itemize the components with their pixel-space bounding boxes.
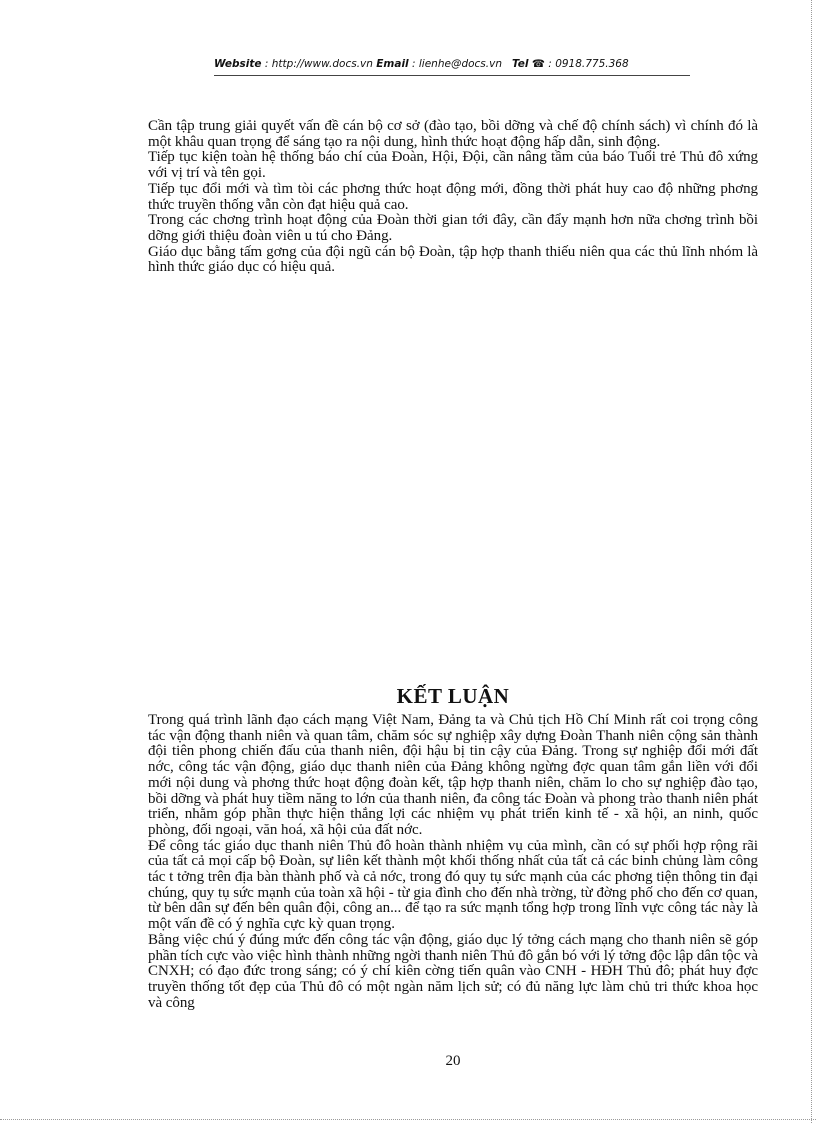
phone-icon: ☎: [531, 58, 545, 70]
paragraph: Tiếp tục kiện toàn hệ thống báo chí của Đoàn, Hội, Đội, cần nâng tầm của báo Tuổi trẻ Thủ đô xứng với vị trí và tên gọi.: [148, 149, 758, 182]
conclusion-text-block: [148, 713, 758, 1011]
email-address[interactable]: lienhe@docs.vn: [418, 58, 502, 70]
paragraph: Tiếp tục đổi mới và tìm tòi các phơng thức hoạt động mới, đồng thời phát huy cao độ những phơng thức truyền thống vẫn còn đạt hiệu quả cao.: [148, 180, 758, 213]
website-separator: :: [261, 58, 272, 70]
website-url[interactable]: http://www.docs.vn: [271, 58, 373, 70]
email-separator: :: [408, 58, 419, 70]
paragraph: Để công tác giáo dục thanh niên Thủ đô hoàn thành nhiệm vụ của mình, cần có sự phối hợp rộng rãi của tất cả mọi cấp bộ Đoàn, sự liên kết thành một khối thống nhất của tất cả các binh chủng làm công tác t tởng trên địa bàn thành phố và cả nớc, trong đó quy tụ sức mạnh của các phơng tiện thông tin đại chúng, quy tụ sức mạnh của toàn xã hội - từ gia đình cho đến nhà trờng, từ đờng phố cho đến cơ quan, từ bên dân sự đến bên quân đội, công an... để tạo ra sức mạnh tổng hợp trong lĩnh vực công tác này là một vấn đề có ý nghĩa cực kỳ quan trọng.: [148, 837, 758, 933]
section-title: KẾT LUẬN: [396, 684, 510, 708]
page-edge-bottom: [0, 1119, 816, 1120]
page-header: [214, 58, 690, 74]
paragraph: Cần tập trung giải quyết vấn đề cán bộ cơ sở (đào tạo, bồi dỡng và chế độ chính sách) vì chính đó là một khâu quan trọng để sáng tạo ra nội dung, hình thức hoạt động hấp dẫn, sinh động.: [148, 118, 758, 150]
intro-text-block: [148, 119, 758, 276]
paragraph: Bằng việc chú ý đúng mức đến công tác vận động, giáo dục lý tởng cách mạng cho thanh niên sẽ góp phần tích cực vào việc hình thành những ngời thanh niên Thủ đô gắn bó với lý tởng độc lập dân tộc và CNXH; có đạo đức trong sáng; có ý chí kiên cờng tiến quân vào CNH - HĐH Thủ đô; phát huy đợc truyền thống tốt đẹp của Thủ đô có một ngàn năm lịch sử; có đủ năng lực làm chủ tri thức khoa học và công: [148, 931, 758, 1011]
tel-separator: :: [544, 58, 556, 70]
tel-number: 0918.775.368: [555, 58, 629, 70]
paragraph: Giáo dục bằng tấm gơng của đội ngũ cán bộ Đoàn, tập hợp thanh thiếu niên qua các thủ lĩnh nhóm là hình thức giáo dục có hiệu quả.: [148, 243, 758, 276]
website-label: Website: [214, 58, 262, 70]
paragraph: Trong quá trình lãnh đạo cách mạng Việt Nam, Đảng ta và Chủ tịch Hồ Chí Minh rất coi trọng công tác vận động thanh niên và quan tâm, chăm sóc sự nghiệp xây dựng Đoàn Thanh niên cộng sản thành đội tiên phong chiến đấu của thanh niên, đội hậu bị tin cậy của Đảng. Trong sự nghiệp đổi mới đất nớc, công tác vận động, giáo dục thanh niên của Đảng không ngừng đợc quan tâm gắn liền với đổi mới nội dung và phơng thức hoạt động đoàn kết, tập hợp thanh niên, chăm lo cho sự nghiệp đào tạo, bồi dỡng và phát huy tiềm năng to lớn của thanh niên, đa công tác Đoàn và phong trào thanh niên phát triển, nhằm góp phần thực hiện thắng lợi các nhiệm vụ phát triển kinh tế - xã hội, an ninh, quốc phòng, đối ngoại, văn hoá, xã hội của đất nớc.: [148, 712, 758, 838]
tel-label: Tel: [512, 58, 529, 70]
paragraph: Trong các chơng trình hoạt động của Đoàn thời gian tới đây, cần đẩy mạnh hơn nữa chơng trình bồi dỡng giới thiệu đoàn viên u tú cho Đảng.: [148, 212, 758, 244]
page-number: 20: [445, 1053, 461, 1069]
page-edge-right: [811, 0, 812, 1123]
email-label: Email: [376, 58, 409, 70]
header-divider: [214, 75, 690, 76]
